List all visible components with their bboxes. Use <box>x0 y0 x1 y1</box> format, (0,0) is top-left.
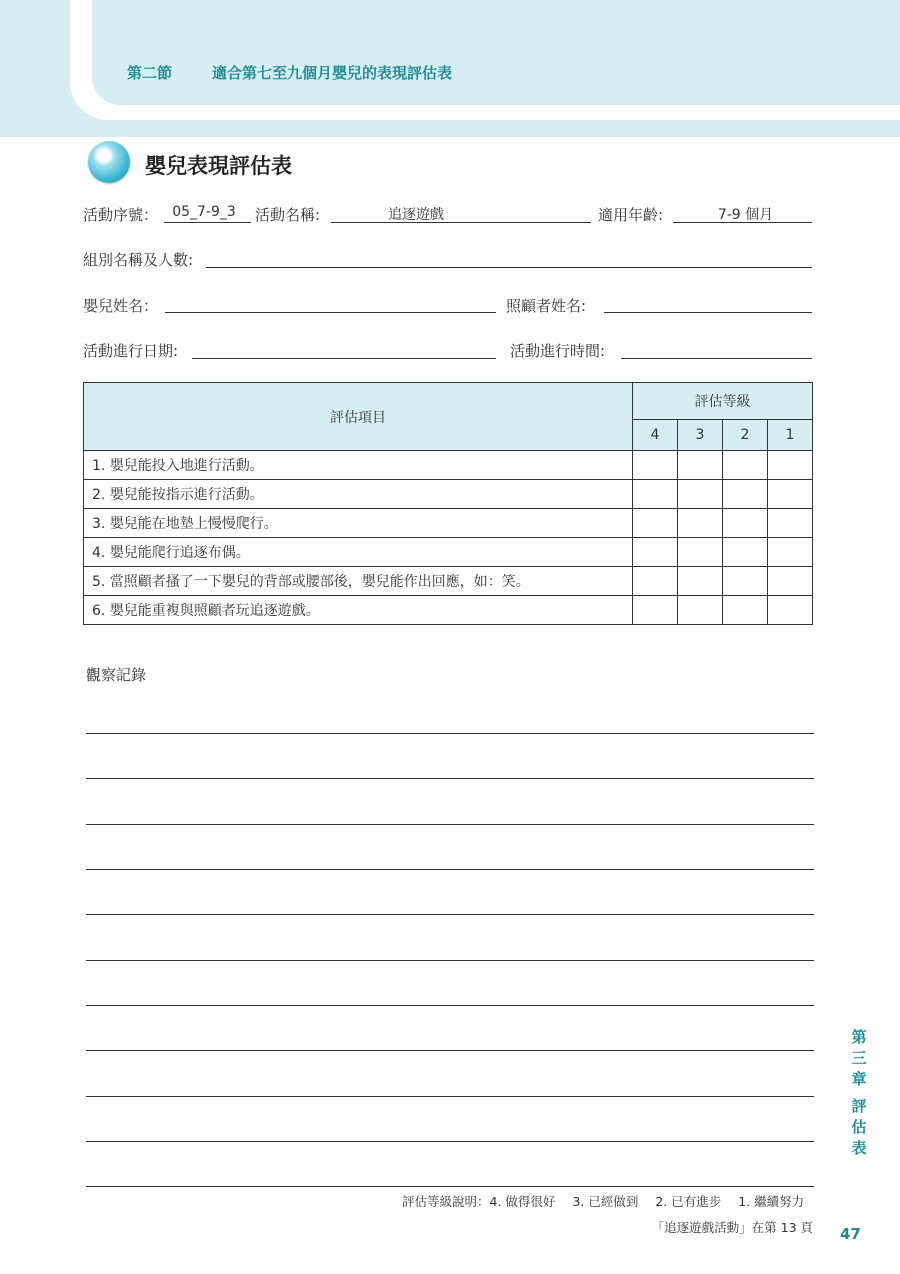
notes-line[interactable] <box>86 1186 814 1187</box>
notes-title: 觀察記錄 <box>86 666 147 684</box>
section-title: 適合第七至九個月嬰兒的表現評估表 <box>212 64 453 82</box>
item-text: 4. 嬰兒能爬行追逐布偶。 <box>84 538 633 567</box>
baby-name-field[interactable] <box>165 312 496 313</box>
grade-cell[interactable] <box>678 480 723 509</box>
item-header: 評估項目 <box>84 383 633 451</box>
notes-line[interactable] <box>86 960 814 961</box>
grade-cell[interactable] <box>633 509 678 538</box>
notes-line[interactable] <box>86 733 814 734</box>
activity-name-label: 活動名稱: <box>255 206 321 224</box>
date-label: 活動進行日期: <box>83 342 179 360</box>
table-row <box>84 596 813 625</box>
activity-no-line <box>164 222 251 223</box>
notes-line[interactable] <box>86 1141 814 1142</box>
grade-col-2: 2 <box>723 420 768 451</box>
group-field[interactable] <box>206 267 812 268</box>
grade-cell[interactable] <box>768 538 813 567</box>
grade-cell[interactable] <box>723 567 768 596</box>
bubble-icon <box>88 141 130 183</box>
notes-line[interactable] <box>86 1096 814 1097</box>
table-row <box>84 509 813 538</box>
header-panel <box>92 0 900 105</box>
item-text: 1. 嬰兒能投入地進行活動。 <box>84 451 633 480</box>
activity-reference: 「追逐遊戲活動」在第 13 頁 <box>651 1220 813 1235</box>
legend-item: 4. 做得很好 <box>489 1194 556 1209</box>
evaluation-table <box>83 382 813 625</box>
activity-no-label: 活動序號： <box>83 206 159 224</box>
grade-col-1: 1 <box>768 420 813 451</box>
date-field[interactable] <box>192 358 496 359</box>
grade-cell[interactable] <box>633 480 678 509</box>
side-chapter-label: 第 三 章 <box>851 1028 867 1088</box>
grade-col-4: 4 <box>633 420 678 451</box>
form-title: 嬰兒表現評估表 <box>145 154 292 178</box>
grade-cell[interactable] <box>723 509 768 538</box>
group-label: 組別名稱及人數: <box>83 251 194 269</box>
notes-line[interactable] <box>86 778 814 779</box>
notes-line[interactable] <box>86 869 814 870</box>
side-topic-label: 評 估 表 <box>851 1097 867 1157</box>
item-text: 3. 嬰兒能在地墊上慢慢爬行。 <box>84 509 633 538</box>
legend-item: 3. 已經做到 <box>572 1194 639 1209</box>
grade-cell[interactable] <box>678 596 723 625</box>
table-row <box>84 567 813 596</box>
grade-cell[interactable] <box>633 567 678 596</box>
item-text: 2. 嬰兒能按指示進行活動。 <box>84 480 633 509</box>
grade-col-3: 3 <box>678 420 723 451</box>
activity-no-value[interactable]: 05_7-9_3 <box>172 204 236 220</box>
grade-legend <box>402 1192 804 1210</box>
grade-cell[interactable] <box>678 451 723 480</box>
grade-cell[interactable] <box>768 480 813 509</box>
table-row <box>84 480 813 509</box>
table-row <box>84 451 813 480</box>
baby-name-label: 嬰兒姓名： <box>83 297 159 315</box>
notes-line[interactable] <box>86 1050 814 1051</box>
notes-line[interactable] <box>86 1005 814 1006</box>
grade-cell[interactable] <box>678 509 723 538</box>
time-label: 活動進行時間: <box>510 342 606 360</box>
page-number: 47 <box>840 1225 861 1243</box>
grade-header: 評估等級 <box>633 383 813 420</box>
caregiver-label: 照顧者姓名: <box>506 297 587 315</box>
legend-item: 1. 繼續努力 <box>738 1194 805 1209</box>
grade-cell[interactable] <box>633 538 678 567</box>
item-text: 6. 嬰兒能重複與照顧者玩追逐遊戲。 <box>84 596 633 625</box>
grade-cell[interactable] <box>723 480 768 509</box>
age-value[interactable]: 7-9 個月 <box>717 207 774 223</box>
activity-name-value[interactable]: 追逐遊戲 <box>388 207 444 223</box>
grade-cell[interactable] <box>768 509 813 538</box>
legend-label: 評估等級說明： <box>402 1194 490 1209</box>
table-row <box>84 538 813 567</box>
section-label: 第二節 <box>127 64 173 82</box>
grade-cell[interactable] <box>768 567 813 596</box>
notes-line[interactable] <box>86 914 814 915</box>
time-field[interactable] <box>621 358 812 359</box>
legend-item: 2. 已有進步 <box>655 1194 722 1209</box>
grade-cell[interactable] <box>723 451 768 480</box>
grade-cell[interactable] <box>633 596 678 625</box>
notes-line[interactable] <box>86 824 814 825</box>
grade-cell[interactable] <box>633 451 678 480</box>
grade-cell[interactable] <box>723 596 768 625</box>
grade-cell[interactable] <box>678 538 723 567</box>
grade-cell[interactable] <box>768 596 813 625</box>
caregiver-field[interactable] <box>604 312 812 313</box>
age-label: 適用年齡: <box>598 206 664 224</box>
grade-cell[interactable] <box>723 538 768 567</box>
grade-cell[interactable] <box>768 451 813 480</box>
grade-cell[interactable] <box>678 567 723 596</box>
item-text: 5. 當照顧者搔了一下嬰兒的背部或腰部後，嬰兒能作出回應，如：笑。 <box>84 567 633 596</box>
